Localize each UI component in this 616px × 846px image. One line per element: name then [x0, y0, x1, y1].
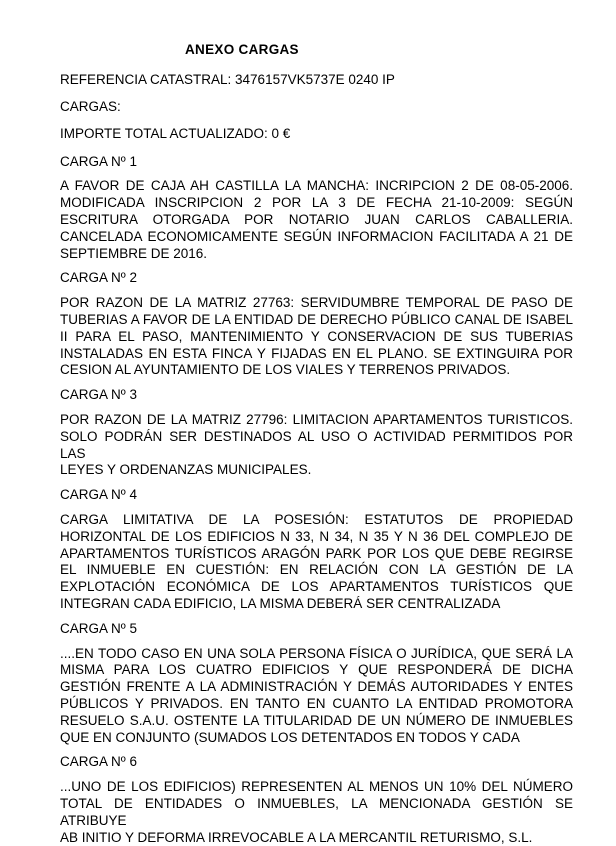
carga-paragraph-line: ESCRITURA OTORGADA POR NOTARIO JUAN CARLOS CABALLERIA. — [60, 212, 573, 228]
carga-paragraph-line: HORIZONTAL DE LOS EDIFICIOS N 33, N 34, N 35 Y N 36 DEL COMPLEJO DE — [60, 528, 573, 544]
carga-heading: CARGA Nº 2 — [60, 270, 137, 286]
carga-heading: CARGA Nº 4 — [60, 487, 137, 503]
carga-paragraph-line: INSTALADAS EN ESTA FINCA Y FIJADAS EN EL PLANO. SE EXTINGUIRA POR — [60, 345, 573, 361]
carga-paragraph-line: ....EN TODO CASO EN UNA SOLA PERSONA FÍSICA O JURÍDICA, QUE SERÁ LA — [60, 645, 573, 661]
carga-paragraph-line: II PARA EL PASO, MANTENIMIENTO Y CONSERVACION DE SUS TUBERIAS — [60, 328, 573, 344]
carga-paragraph-line: AB INITIO Y DEFORMA IRREVOCABLE A LA MERCANTIL RETURISMO, S.L. — [60, 829, 533, 845]
carga-paragraph-line: CARGA LIMITATIVA DE LA POSESIÓN: ESTATUTOS DE PROPIEDAD — [60, 512, 573, 528]
carga-paragraph-line: LEYES Y ORDENANZAS MUNICIPALES. — [60, 462, 312, 478]
carga-paragraph-line: ...UNO DE LOS EDIFICIOS) REPRESENTEN AL MENOS UN 10% DEL NÚMERO — [60, 779, 573, 795]
referencia-catastral-line: REFERENCIA CATASTRAL: 3476157VK5737E 0240 IP — [60, 71, 395, 87]
carga-paragraph-line: A FAVOR DE CAJA AH CASTILLA LA MANCHA: INCRIPCION 2 DE 08-05-2006. — [60, 178, 573, 194]
carga-paragraph — [60, 412, 573, 479]
carga-paragraph-line: SEPTIEMBRE DE 2016. — [60, 245, 208, 261]
carga-paragraph — [60, 512, 573, 613]
document-content — [60, 42, 573, 846]
carga-heading: CARGA Nº 3 — [60, 387, 137, 403]
carga-paragraph-line: RESUELO S.A.U. OSTENTE LA TITULARIDAD DE UN NÚMERO DE INMUEBLES — [60, 712, 573, 728]
carga-paragraph — [60, 779, 573, 846]
carga-paragraph-line: PÚBLICOS Y PRIVADOS. EN TANTO EN CUANTO LA ENTIDAD PROMOTORA — [60, 696, 573, 711]
carga-paragraph-line: CESION AL AYUNTAMIENTO DE LOS VIALES Y TERRENOS PRIVADOS. — [60, 362, 511, 378]
carga-heading: CARGA Nº 1 — [60, 153, 137, 169]
carga-paragraph-line: MODIFICADA INSCRIPCION 2 POR LA 3 DE FECHA 21-10-2009: SEGÚN — [60, 195, 573, 211]
carga-paragraph-line: MISMA PARA LOS CUATRO EDIFICIOS Y QUE RESPONDERÁ DE DICHA — [60, 662, 573, 678]
carga-heading: CARGA Nº 5 — [60, 620, 137, 636]
importe-total-line: IMPORTE TOTAL ACTUALIZADO: 0 € — [60, 126, 291, 142]
carga-paragraph-line: EXPLOTACIÓN ECONÓMICA DE LOS APARTAMENTOS TURÍSTICOS QUE — [60, 579, 573, 595]
carga-paragraph-line: APARTAMENTOS TURÍSTICOS ARAGÓN PARK POR LOS QUE DEBE REGIRSE — [60, 545, 573, 561]
carga-paragraph-line: EL INMUEBLE EN CUESTIÓN: EN RELACIÓN CON LA GESTIÓN DE LA — [60, 562, 573, 578]
carga-paragraph-line: TUBERIAS A FAVOR DE LA ENTIDAD DE DERECHO PÚBLICO CANAL DE ISABEL — [60, 312, 573, 328]
carga-paragraph — [60, 646, 573, 747]
carga-paragraph-line: POR RAZON DE LA MATRIZ 27763: SERVIDUMBRE TEMPORAL DE PASO DE — [60, 295, 573, 311]
carga-paragraph-line: QUE EN CONJUNTO (SUMADOS LOS DETENTADOS EN TODOS Y CADA — [60, 729, 520, 745]
cargas-list — [60, 154, 573, 846]
carga-paragraph — [60, 178, 573, 262]
carga-paragraph-line: TOTAL DE ENTIDADES O INMUEBLES, LA MENCIONADA GESTIÓN SE ATRIBUYE — [60, 795, 573, 828]
document-title: ANEXO CARGAS — [185, 42, 299, 57]
carga-heading: CARGA Nº 6 — [60, 754, 137, 770]
carga-paragraph-line: INTEGRAN CADA EDIFICIO, LA MISMA DEBERÁ SER CENTRALIZADA — [60, 596, 501, 612]
carga-paragraph-line: CANCELADA ECONOMICAMENTE SEGÚN INFORMACION FACILITADA A 21 DE — [60, 228, 573, 244]
carga-paragraph-line: POR RAZON DE LA MATRIZ 27796: LIMITACION APARTAMENTOS TURISTICOS. — [60, 412, 573, 428]
carga-paragraph-line: GESTIÓN FRENTE A LA ADMINISTRACIÓN Y DEMÁS AUTORIDADES Y ENTES — [60, 679, 573, 695]
cargas-label-line: CARGAS: — [60, 99, 121, 115]
carga-paragraph — [60, 295, 573, 379]
carga-paragraph-line: SOLO PODRÁN SER DESTINADOS AL USO O ACTIVIDAD PERMITIDOS POR LAS — [60, 428, 573, 461]
